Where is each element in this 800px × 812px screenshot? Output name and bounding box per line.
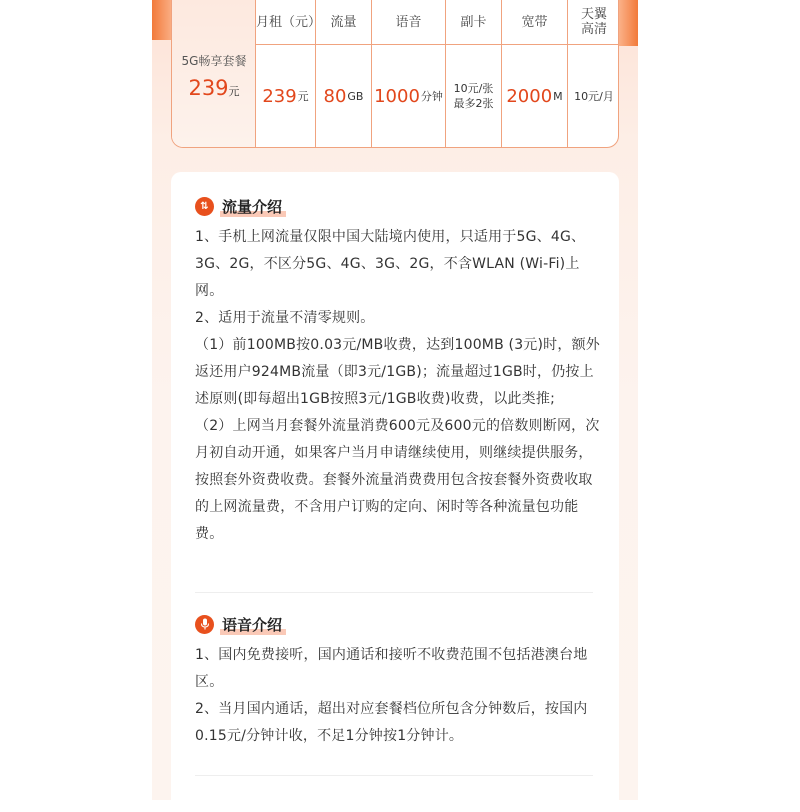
- info-card: [171, 172, 619, 812]
- col-header: 月租（元）: [256, 0, 315, 45]
- broadband-value: 2000: [506, 85, 553, 107]
- microphone-icon: [195, 615, 214, 634]
- plan-col-secondary-card: [446, 0, 502, 148]
- traffic-paragraphs: [195, 224, 600, 548]
- plan-price: [172, 76, 256, 100]
- traffic-section: [195, 194, 600, 548]
- col-header: 副卡: [446, 0, 501, 45]
- data-unit: GB: [347, 89, 364, 103]
- voice-section-title: [195, 612, 600, 636]
- col-value: [568, 44, 619, 148]
- monthly-fee-value: 239: [262, 85, 297, 107]
- plan-col-data: [316, 0, 372, 148]
- voice-para-1: 1、国内免费接听，国内通话和接听不收费范围不包括港澳台地区。: [195, 647, 588, 690]
- plan-col-hd-voice: [568, 0, 619, 148]
- header-decoration-right: [618, 0, 638, 46]
- col-value: [316, 44, 371, 148]
- traffic-arrows-icon: ⇅: [195, 197, 214, 216]
- voice-title-text: 语音介绍: [222, 615, 283, 634]
- secondary-card-value: 10元/张 最多2张: [453, 82, 494, 110]
- plan-price-unit: 元: [228, 85, 240, 98]
- plan-price-value: 239: [188, 76, 229, 100]
- section-divider: [195, 592, 593, 593]
- col-header: 天翼 高清: [568, 0, 619, 45]
- plan-name: 5G畅享套餐: [181, 54, 247, 68]
- col-header: 语音: [372, 0, 445, 45]
- traffic-title: [222, 196, 282, 217]
- voice-section: [195, 612, 600, 750]
- section-divider-bottom: [195, 775, 593, 776]
- traffic-para-2: 2、适用于流量不清零规则。: [195, 310, 375, 326]
- voice-value: 1000: [374, 85, 420, 107]
- plan-col-voice: [372, 0, 446, 148]
- hd-voice-value: 10元/月: [574, 89, 614, 103]
- traffic-section-title: [195, 194, 600, 218]
- traffic-title-text: 流量介绍: [222, 197, 283, 216]
- col-header: 宽带: [502, 0, 567, 45]
- col-value: [372, 44, 445, 148]
- traffic-para-1: 1、手机上网流量仅限中国大陆境内使用，只适用于5G、4G、3G、2G，不区分5G、4G、3G、2G，不含WLAN (Wi-Fi)上网。: [195, 229, 586, 299]
- microphone-icon-svg: [200, 618, 210, 630]
- plan-col-monthly-fee: [256, 0, 322, 148]
- voice-title: [222, 614, 282, 635]
- col-value: [502, 44, 567, 148]
- traffic-para-3: （1）前100MB按0.03元/MB收费，达到100MB (3元)时，额外返还用户924MB流量（即3元/1GB)；流量超过1GB时，仍按上述原则(即每超出1GB按照3元/1GB收费)收费，以此类推;: [195, 337, 600, 407]
- voice-para-2: 2、当月国内通话，超出对应套餐档位所包含分钟数后，按国内0.15元/分钟计收，不足1分钟按1分钟计。: [195, 701, 588, 744]
- voice-paragraphs: [195, 642, 600, 750]
- broadband-unit: M: [553, 89, 563, 103]
- traffic-para-4: （2）上网当月套餐外流量消费600元及600元的倍数则断网，次月初自动开通，如果客户当月申请继续使用，则继续提供服务，按照套外资费收费。套餐外流量消费费用包含按套餐外资费收取的上网流量费，不含用户订购的定向、闲时等各种流量包功能费。: [195, 418, 600, 542]
- data-value: 80: [323, 85, 347, 107]
- col-value: [256, 44, 315, 148]
- col-header: 流量: [316, 0, 371, 45]
- monthly-fee-unit: 元: [297, 90, 309, 103]
- plan-table: [171, 0, 619, 148]
- plan-name-cell: [172, 0, 256, 148]
- voice-unit: 分钟: [420, 90, 443, 103]
- plan-col-broadband: [502, 0, 568, 148]
- col-value: [446, 44, 501, 148]
